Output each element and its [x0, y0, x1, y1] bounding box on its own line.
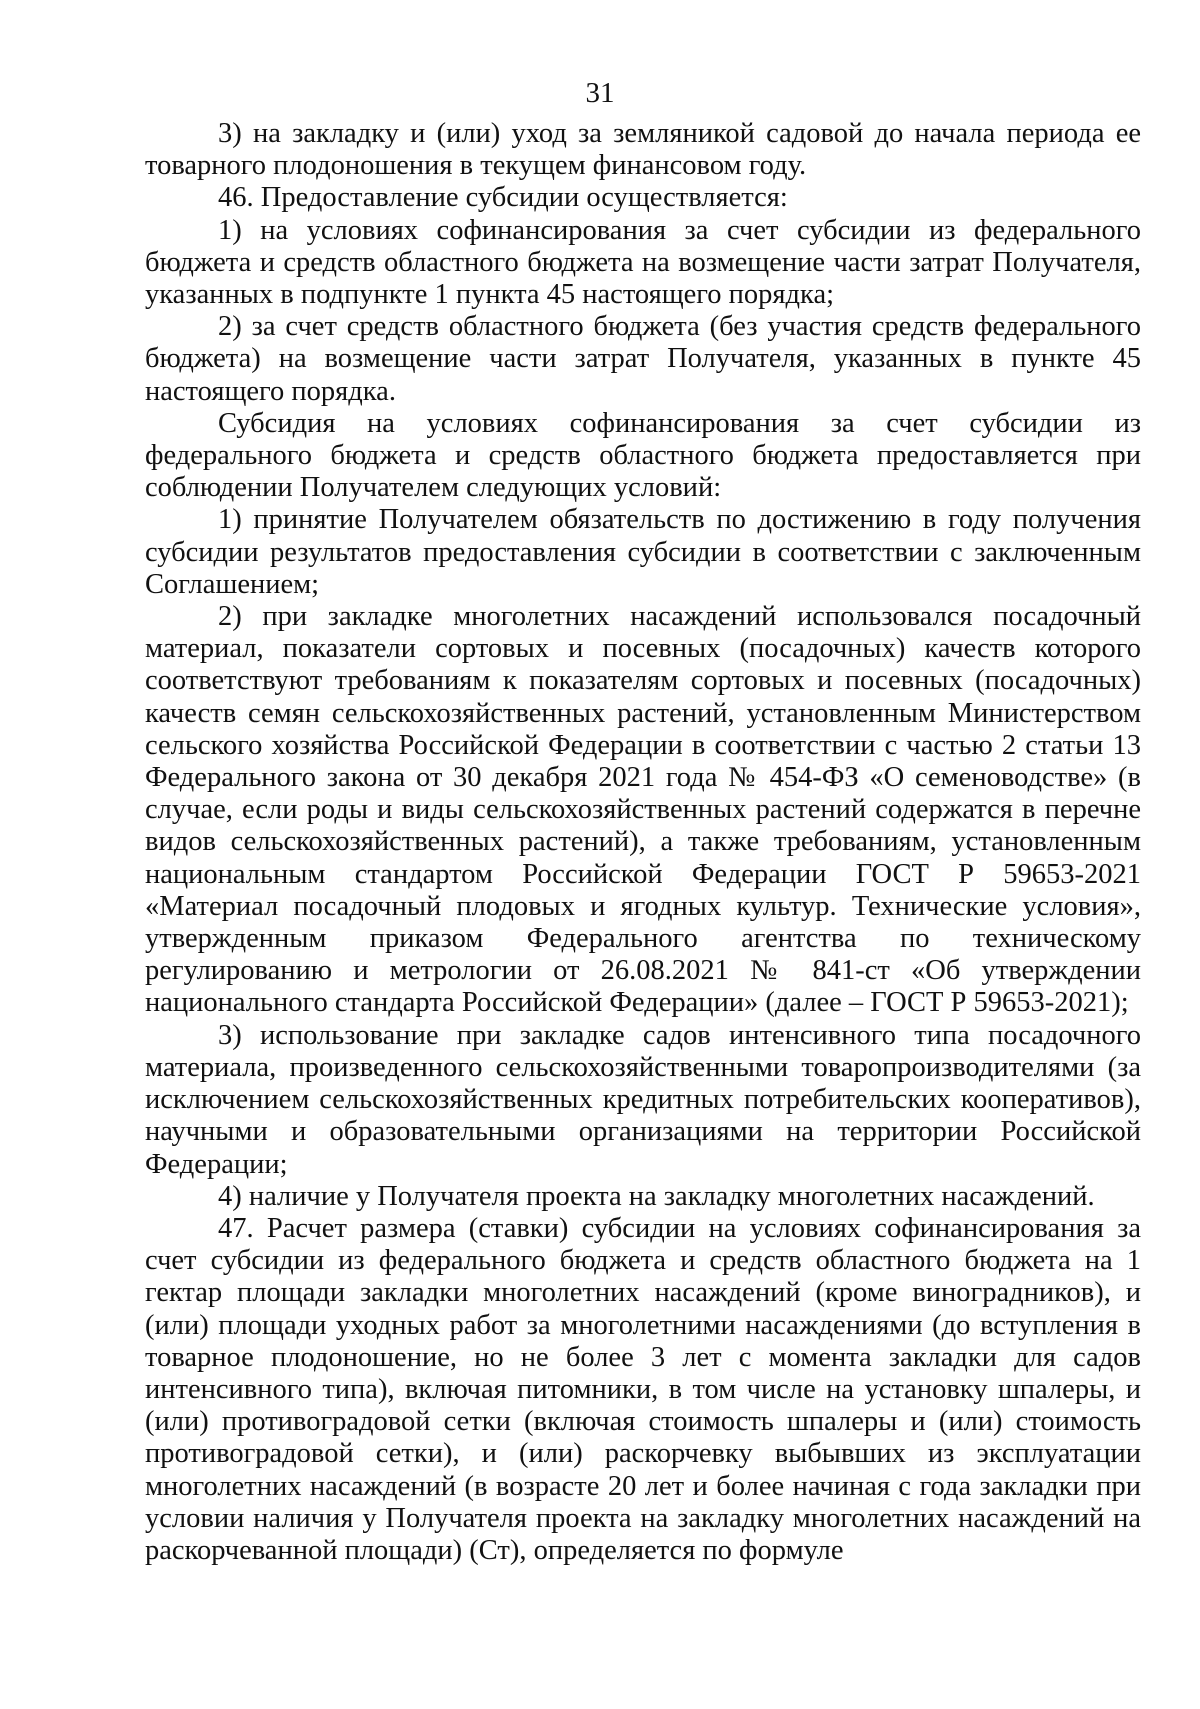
paragraph-condition-2: 2) при закладке многолетних насаждений использовался посадочный материал, показатели сортовых и посевных (посадочных) качеств которого соответствуют требованиям к показателям сортовых и посевных (посадочных) качеств семян сельскохозяйственных растений, установленным Министерством сельского хозяйства Российской Федерации в соответствии с частью 2 статьи 13 Федерального закона от 30 декабря 2021 года № 454-ФЗ «О семеноводстве» (в случае, если роды и виды сельскохозяйственных растений содержатся в перечне видов сельскохозяйственных растений), а также требованиям, установленным национальным стандартом Российской Федерации ГОСТ Р 59653-2021 «Материал посадочный плодовых и ягодных культур. Технические условия», утвержденным приказом Федерального агентства по техническому регулированию и метрологии от 26.08.2021 № 841-ст «Об утверждении национального стандарта Российской Федерации» (далее – ГОСТ Р 59653-2021); — [145, 601, 1141, 1019]
paragraph-condition-1: 1) принятие Получателем обязательств по достижению в году получения субсидии результатов предоставления субсидии в соответствии с заключенным Соглашением; — [145, 504, 1141, 600]
paragraph-46-2: 2) за счет средств областного бюджета (без участия средств федерального бюджета) на возмещение части затрат Получателя, указанных в пункте 45 настоящего порядка. — [145, 311, 1141, 407]
paragraph-condition-4: 4) наличие у Получателя проекта на закладку многолетних насаждений. — [218, 1180, 1095, 1212]
paragraph-46-1: 1) на условиях софинансирования за счет субсидии из федерального бюджета и средств областного бюджета на возмещение части затрат Получателя, указанных в подпункте 1 пункта 45 настоящего порядка; — [145, 214, 1141, 311]
paragraph-condition-3: 3) использование при закладке садов интенсивного типа посадочного материала, произведенного сельскохозяйственными товаропроизводителями (за исключением сельскохозяйственных кредитных потребительских кооперативов), научными и образовательными организациями на территории Российской Федерации; — [145, 1019, 1141, 1180]
paragraph-45-3: 3) на закладку и (или) уход за земляникой садовой до начала периода ее товарного плодоношения в текущем финансовом году. — [145, 118, 1141, 182]
document-body — [145, 118, 1141, 1567]
paragraph-47: 47. Расчет размера (ставки) субсидии на условиях софинансирования за счет субсидии из федерального бюджета и средств областного бюджета на 1 гектар площади закладки многолетних насаждений (кроме виноградников), и (или) площади уходных работ за многолетними насаждениями (до вступления в товарное плодоношение, но не более 3 лет с момента закладки для садов интенсивного типа), включая питомники, в том числе на установку шпалеры, и (или) противоградовой сетки (включая стоимость шпалеры и (или) стоимость противоградовой сетки), и (или) раскорчевку выбывших из эксплуатации многолетних насаждений (в возрасте 20 лет и более начиная с года закладки при условии наличия у Получателя проекта на закладку многолетних насаждений на раскорчеванной площади) (Ст), определяется по формуле — [145, 1212, 1141, 1566]
page-number: 31 — [585, 77, 615, 109]
paragraph-46-heading: 46. Предоставление субсидии осуществляется: — [218, 182, 788, 214]
paragraph-conditions-intro: Субсидия на условиях софинансирования за счет субсидии из федерального бюджета и средств областного бюджета предоставляется при соблюдении Получателем следующих условий: — [145, 407, 1141, 504]
